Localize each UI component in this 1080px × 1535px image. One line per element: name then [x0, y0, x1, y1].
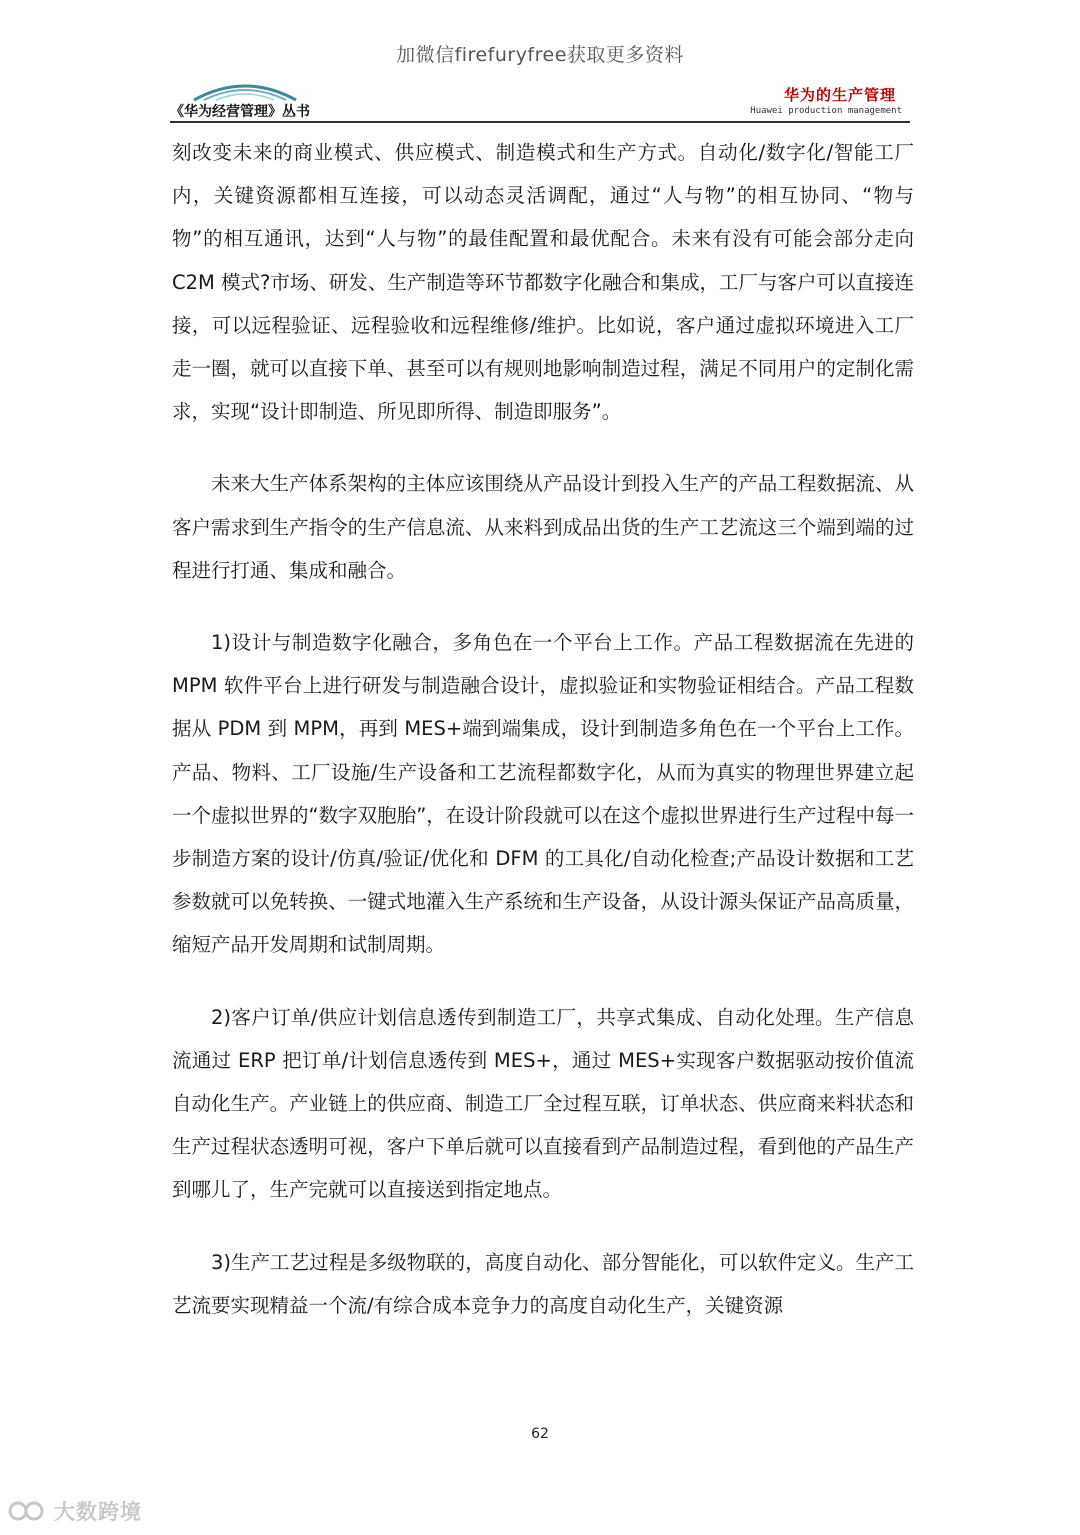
paragraph: 1)设计与制造数字化融合，多角色在一个平台上工作。产品工程数据流在先进的 MPM 软件平台上进行研发与制造融合设计，虚拟验证和实物验证相结合。产品工程数据从 PDM 到 MPM，再到 MES+端到端集成，设计到制造多角色在一个平台上工作。产品、物料、工厂设施/生产设备和工艺流程都数字化，从而为真实的物理世界建立起一个虚拟世界的“数字双胞胎”，在设计阶段就可以在这个虚拟世界进行生产过程中每一步制造方案的设计/仿真/验证/优化和 DFM 的工具化/自动化检查;产品设计数据和工艺参数就可以免转换、一键式地灌入生产系统和生产设备，从设计源头保证产品高质量，缩短产品开发周期和试制周期。 — [172, 631, 914, 957]
book-subtitle: Huawei production management — [750, 106, 902, 116]
mountain-logo-icon — [190, 78, 300, 102]
paragraph: 2)客户订单/供应计划信息透传到制造工厂，共享式集成、自动化处理。生产信息流通过 ERP 把订单/计划信息透传到 MES+，通过 MES+实现客户数据驱动按价值流自动化生产。产业链上的供应商、制造工厂全过程互联，订单状态、供应商来料状态和生产过程状态透明可视，客户下单后就可以直接看到产品制造过程，看到他的产品生产到哪儿了，生产完就可以直接送到指定地点。 — [172, 1005, 914, 1202]
book-title: 华为的生产管理 — [783, 86, 896, 104]
body-text — [172, 131, 914, 1327]
paragraph: 未来大生产体系架构的主体应该围绕从产品设计到投入生产的产品工程数据流、从客户需求到生产指令的生产信息流、从来料到成品出货的生产工艺流这三个端到端的过程进行打通、集成和融合。 — [172, 472, 914, 582]
page-number: 62 — [531, 1426, 549, 1442]
page-header — [170, 78, 910, 124]
paragraph: 3)生产工艺过程是多级物联的，高度自动化、部分智能化，可以软件定义。生产工艺流要实现精益一个流/有综合成本竞争力的高度自动化生产，关键资源 — [172, 1250, 914, 1317]
paragraph: 刻改变未来的商业模式、供应模式、制造模式和生产方式。自动化/数字化/智能工厂内，关键资源都相互连接，可以动态灵活调配，通过“人与物”的相互协同、“物与物”的相互通讯，达到“人与物”的最佳配置和最优配合。未来有没有可能会部分走向 C2M 模式?市场、研发、生产制造等环节都数字化融合和集成，工厂与客户可以直接连接，可以远程验证、远程验收和远程维修/维护。比如说，客户通过虚拟环境进入工厂走一圈，就可以直接下单、甚至可以有规则地影响制造过程，满足不同用户的定制化需求，实现“设计即制造、所见即所得、制造即服务”。 — [172, 141, 914, 424]
header-divider — [170, 121, 910, 123]
brand-logo-icon — [8, 1498, 48, 1524]
series-label: 《华为经营管理》丛书 — [170, 104, 310, 120]
corner-watermark — [8, 1496, 142, 1526]
corner-watermark-text: 大数跨境 — [54, 1500, 142, 1524]
top-watermark: 加微信firefuryfree获取更多资料 — [396, 44, 684, 66]
